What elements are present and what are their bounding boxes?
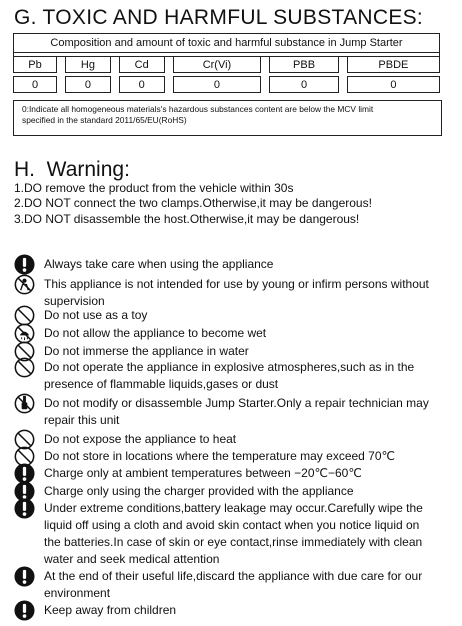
substance-cell: PBDE <box>347 57 439 73</box>
safety-item-line: water and seek medical attention <box>44 552 220 566</box>
safety-item-line: Do not store in locations where the temperature may exceed 70℃ <box>44 449 395 463</box>
safety-item-line: Do not use as a toy <box>44 308 148 322</box>
safety-item-text <box>44 325 454 342</box>
safety-item-line: Charge only using the charger provided with the appliance <box>44 484 354 498</box>
safety-item-line: Do not modify or disassemble Jump Starter.Only a repair technician may <box>44 396 429 410</box>
section-h-title: H. Warning: <box>14 158 130 181</box>
no-child-icon <box>14 274 35 295</box>
warning-line: 3.DO NOT disassemble the host.Otherwise,it may be dangerous! <box>14 212 360 226</box>
safety-item-line: liquid off using a cloth and avoid skin contact when you notice liquid on <box>44 518 420 532</box>
safety-item-line: supervision <box>44 294 105 308</box>
safety-item-text <box>44 256 454 273</box>
toxic-substances-table <box>13 33 440 93</box>
substance-row <box>14 57 440 73</box>
safety-item-text <box>44 448 454 465</box>
safety-item-line: Do not immerse the appliance in water <box>44 344 249 358</box>
safety-item-text <box>44 465 454 482</box>
substance-cell: Cr(Vi) <box>173 57 261 73</box>
substance-cell: Cd <box>119 57 164 73</box>
safety-item-line: Do not expose the appliance to heat <box>44 432 237 446</box>
exclamation-icon <box>14 254 35 275</box>
safety-item-text <box>44 343 454 360</box>
value-cell: 0 <box>14 77 57 93</box>
exclamation-icon <box>14 498 35 519</box>
value-cell: 0 <box>119 77 164 93</box>
substance-cell: Pb <box>14 57 57 73</box>
section-g-title: G. TOXIC AND HARMFUL SUBSTANCES: <box>14 6 424 29</box>
safety-item-text <box>44 431 454 448</box>
safety-item-text <box>44 395 454 429</box>
value-cell: 0 <box>66 77 111 93</box>
value-cell: 0 <box>173 77 261 93</box>
substance-cell: PBB <box>270 57 338 73</box>
safety-item-text <box>44 568 454 602</box>
rohs-note-line: 0:Indicate all homogeneous materials's hazardous substances content are below the MCV limit <box>22 104 374 114</box>
value-row <box>14 77 440 93</box>
safety-item-line: Under extreme conditions,battery leakage may occur.Carefully wipe the <box>44 501 423 515</box>
safety-item-line: presence of flammable liquids,gases or dust <box>44 377 279 391</box>
safety-item-line: This appliance is not intended for use by young or infirm persons without <box>44 277 429 291</box>
substance-cell: Hg <box>66 57 111 73</box>
warning-line: 1.DO remove the product from the vehicle within 30s <box>14 181 294 195</box>
safety-item-line: the batteries.In case of skin or eye contact,rinse immediately with clean <box>44 535 423 549</box>
safety-item-line: Always take care when using the appliance <box>44 257 274 271</box>
safety-item-line: Charge only at ambient temperatures between −20℃−60℃ <box>44 466 362 480</box>
exclamation-icon <box>14 566 35 587</box>
safety-item-text <box>44 500 454 568</box>
table-caption: Composition and amount of toxic and harmful substance in Jump Starter <box>14 34 440 53</box>
safety-item-text <box>44 359 454 393</box>
safety-item-line: At the end of their useful life,discard the appliance with due care for our <box>44 569 423 583</box>
safety-item-line: Do not allow the appliance to become wet <box>44 326 267 340</box>
prohibited-icon <box>14 357 35 378</box>
value-cell: 0 <box>347 77 439 93</box>
safety-item-text <box>44 602 454 619</box>
safety-item-text <box>44 276 454 310</box>
no-disassemble-icon <box>14 393 35 414</box>
warning-line: 2.DO NOT connect the two clamps.Otherwise,it may be dangerous! <box>14 196 372 210</box>
value-cell: 0 <box>270 77 338 93</box>
safety-item-text <box>44 483 454 500</box>
safety-item-line: Do not operate the appliance in explosive atmospheres,such as in the <box>44 360 415 374</box>
safety-item-line: Keep away from children <box>44 603 177 617</box>
safety-item-text <box>44 307 454 324</box>
exclamation-icon <box>14 600 35 621</box>
rohs-note-line: specified in the standard 2011/65/EU(RoHS) <box>22 115 187 125</box>
rohs-note <box>13 100 442 136</box>
safety-item-line: repair this unit <box>44 413 120 427</box>
safety-item-line: environment <box>44 586 111 600</box>
